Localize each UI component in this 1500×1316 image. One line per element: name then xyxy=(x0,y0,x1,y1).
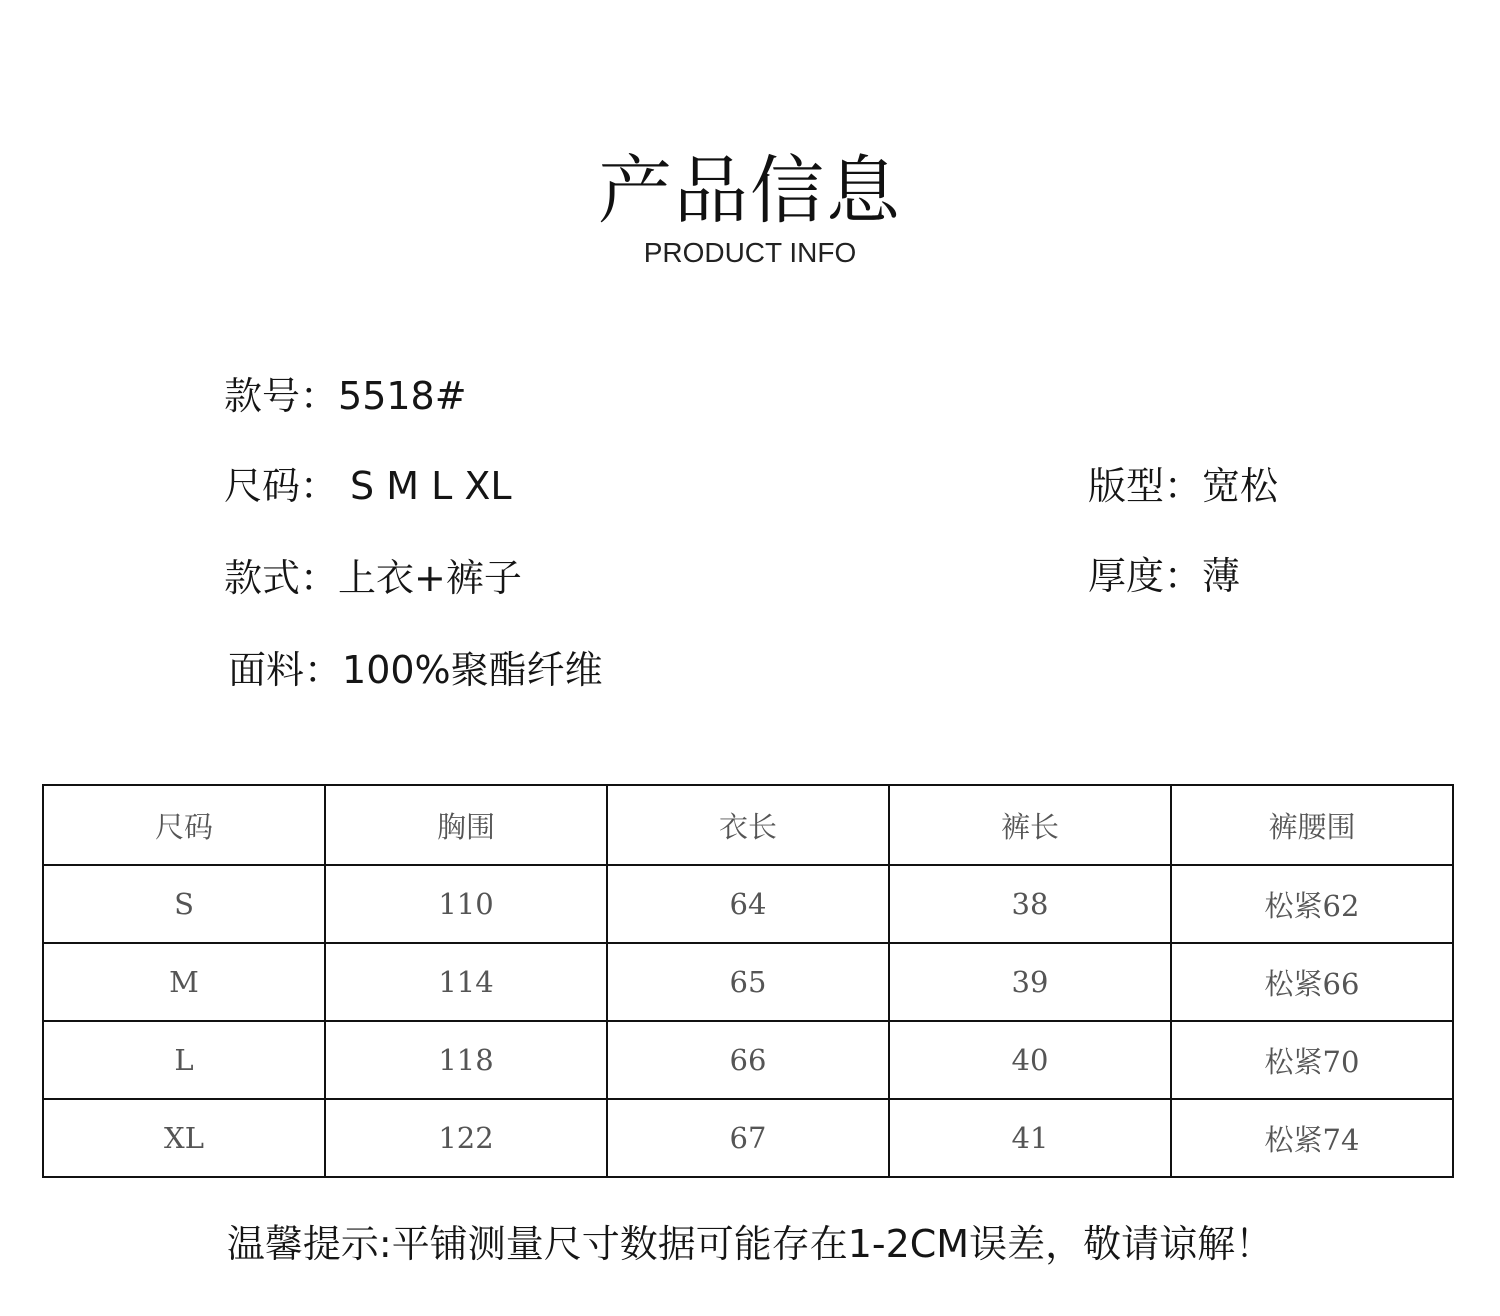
fit-label: 版型： xyxy=(1088,464,1203,508)
thickness-line xyxy=(1088,552,1240,600)
header-cell-waist: 裤腰围 xyxy=(1171,785,1453,865)
header-cell-size: 尺码 xyxy=(43,785,325,865)
table-row xyxy=(43,865,1453,943)
table-row xyxy=(43,1021,1453,1099)
fabric-line xyxy=(228,646,603,694)
size-line xyxy=(224,462,512,510)
table-cell: 39 xyxy=(889,943,1171,1021)
table-row xyxy=(43,1099,1453,1177)
size-table xyxy=(42,784,1454,1178)
table-cell: 松紧74 xyxy=(1171,1099,1453,1177)
table-cell: M xyxy=(43,943,325,1021)
page-title: 产品信息 xyxy=(598,148,902,234)
table-cell: XL xyxy=(43,1099,325,1177)
style-number-value: 5518# xyxy=(338,374,467,418)
header-cell-top-length: 衣长 xyxy=(607,785,889,865)
table-cell: 64 xyxy=(607,865,889,943)
table-cell: 118 xyxy=(325,1021,607,1099)
table-cell: 65 xyxy=(607,943,889,1021)
fit-line xyxy=(1088,462,1278,510)
type-line xyxy=(224,554,522,602)
header-cell-chest: 胸围 xyxy=(325,785,607,865)
table-cell: 松紧62 xyxy=(1171,865,1453,943)
style-number-label: 款号： xyxy=(224,374,339,418)
table-cell: 松紧66 xyxy=(1171,943,1453,1021)
header-cell-pants-length: 裤长 xyxy=(889,785,1171,865)
table-cell: 114 xyxy=(325,943,607,1021)
type-label: 款式： xyxy=(224,556,339,600)
type-value: 上衣+裤子 xyxy=(338,556,522,600)
table-header-row xyxy=(43,785,1453,865)
thickness-value: 薄 xyxy=(1202,554,1241,598)
table-cell: 40 xyxy=(889,1021,1171,1099)
style-number-line xyxy=(224,372,467,420)
table-cell: 41 xyxy=(889,1099,1171,1177)
table-cell: S xyxy=(43,865,325,943)
table-cell: 66 xyxy=(607,1021,889,1099)
fabric-value: 100%聚酯纤维 xyxy=(342,648,603,692)
size-value: S M L XL xyxy=(350,464,512,508)
table-cell: 110 xyxy=(325,865,607,943)
table-row xyxy=(43,943,1453,1021)
measurement-tip: 温馨提示:平铺测量尺寸数据可能存在1-2CM误差，敬请谅解！ xyxy=(226,1222,1274,1266)
fabric-label: 面料： xyxy=(228,648,343,692)
fit-value: 宽松 xyxy=(1202,464,1279,508)
table-cell: 松紧70 xyxy=(1171,1021,1453,1099)
table-cell: 67 xyxy=(607,1099,889,1177)
table-cell: 38 xyxy=(889,865,1171,943)
table-cell: 122 xyxy=(325,1099,607,1177)
table-cell: L xyxy=(43,1021,325,1099)
size-label: 尺码： xyxy=(224,464,339,508)
page-subtitle: PRODUCT INFO xyxy=(643,237,857,268)
thickness-label: 厚度： xyxy=(1088,554,1203,598)
